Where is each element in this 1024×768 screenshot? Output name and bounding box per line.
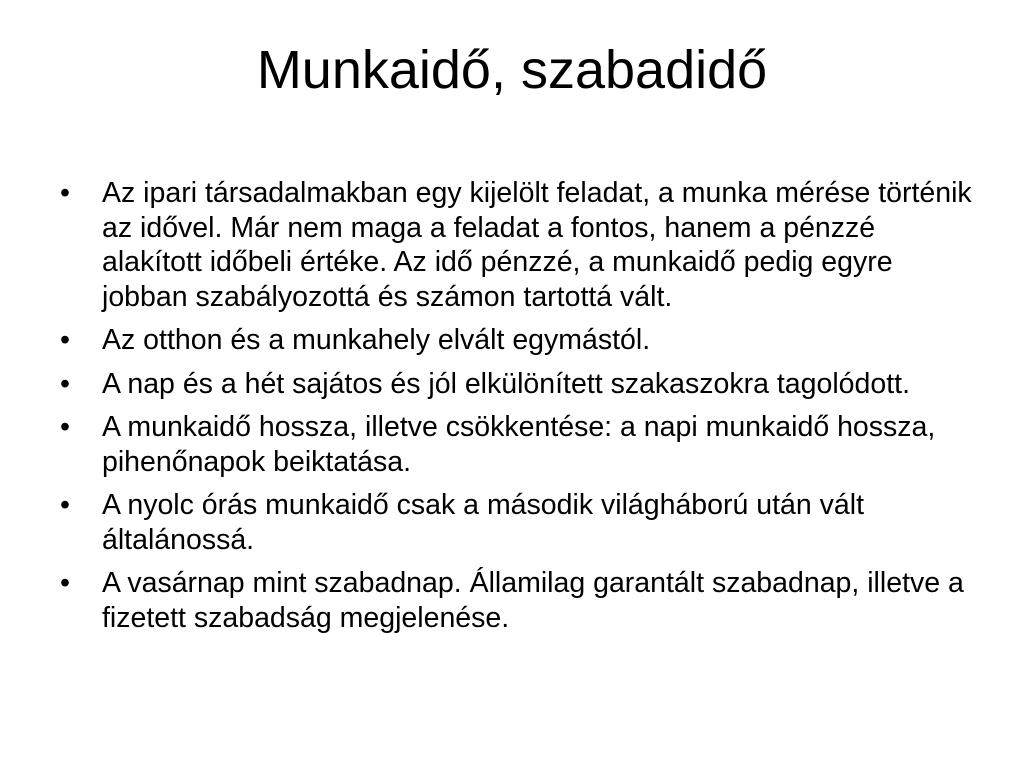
bullet-item	[60, 488, 980, 557]
bullet-marker-icon: •	[60, 489, 70, 521]
bullet-item	[60, 367, 980, 402]
bullet-text: A nyolc órás munkaidő csak a második világháború után vált általánossá.	[102, 489, 864, 556]
bullet-marker-icon: •	[60, 324, 70, 356]
bullet-text: A nap és a hét sajátos és jól elkülönített szakaszokra tagolódott.	[102, 367, 910, 400]
bullet-item	[60, 566, 980, 635]
bullet-marker-icon: •	[60, 411, 70, 443]
bullet-text: A munkaidő hossza, illetve csökkentése: a napi munkaidő hossza, pihenőnapok beiktatása.	[102, 411, 936, 478]
bullet-item	[60, 176, 980, 314]
slide-title: Munkaidő, szabadidő	[256, 40, 768, 100]
bullet-text: Az otthon és a munkahely elvált egymástól.	[102, 324, 651, 356]
bullet-text: A vasárnap mint szabadnap. Államilag garantált szabadnap, illetve a fizetett szabadság megjelenése.	[102, 567, 964, 634]
bullet-text: Az ipari társadalmakban egy kijelölt feladat, a munka mérése történik az idővel. Már nem maga a feladat a fontos, hanem a pénzzé alakított időbeli értéke. Az idő pénzzé, a munkaidő pedig egyre jobban szabályozottá és számon tartottá vált.	[102, 177, 972, 313]
bullet-item	[60, 323, 980, 358]
bullet-item	[60, 410, 980, 479]
bullet-marker-icon: •	[60, 367, 70, 400]
bullet-marker-icon: •	[60, 177, 70, 209]
bullet-marker-icon: •	[60, 567, 70, 599]
bullet-list	[60, 176, 980, 644]
